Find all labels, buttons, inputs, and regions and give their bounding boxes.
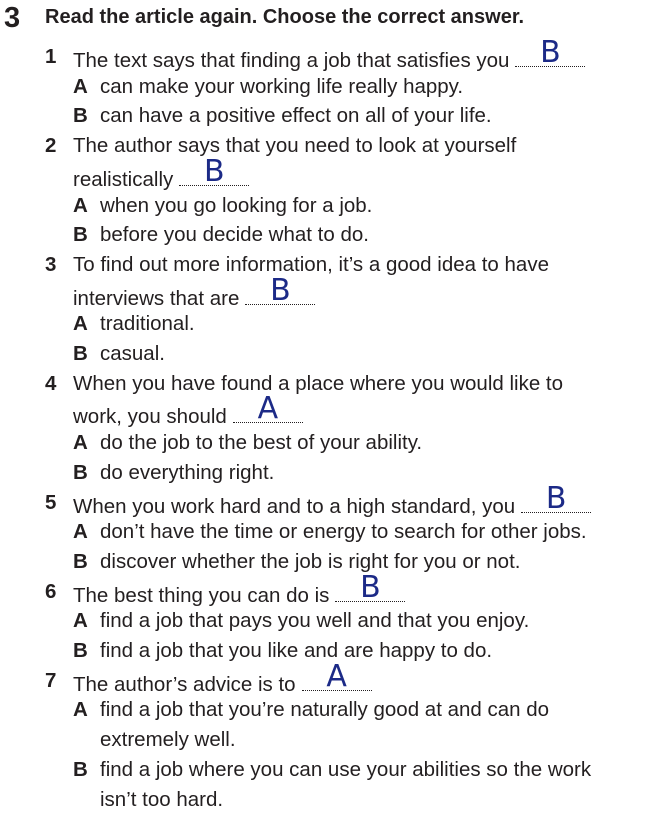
option-letter: A bbox=[73, 520, 88, 543]
option-letter: B bbox=[73, 550, 88, 573]
handwritten-answer: A bbox=[257, 391, 279, 426]
handwritten-answer: B bbox=[545, 481, 567, 516]
question-text: realistically bbox=[73, 168, 174, 191]
question-text: When you work hard and to a high standard, you bbox=[73, 495, 516, 518]
handwritten-answer: B bbox=[270, 273, 291, 308]
handwritten-answer: B bbox=[203, 154, 225, 189]
option-text: when you go looking for a job. bbox=[100, 194, 373, 217]
option-letter: B bbox=[73, 342, 88, 365]
question-number: 7 bbox=[45, 669, 57, 692]
option-text: can have a positive effect on all of your life. bbox=[100, 104, 492, 127]
option-letter: A bbox=[73, 194, 88, 217]
handwritten-answer: B bbox=[540, 35, 561, 70]
option-letter: B bbox=[73, 639, 88, 662]
question-text: work, you should bbox=[73, 405, 227, 428]
answer-blank[interactable] bbox=[515, 35, 585, 70]
option-text: find a job that you’re naturally good at and can do bbox=[100, 698, 550, 721]
question-text: The best thing you can do is bbox=[73, 584, 330, 607]
question-number: 1 bbox=[45, 45, 57, 68]
answer-blank[interactable] bbox=[179, 154, 249, 189]
answer-blank[interactable] bbox=[245, 273, 315, 308]
option-letter: A bbox=[73, 609, 88, 632]
question-text: The text says that finding a job that satisfies you bbox=[73, 49, 510, 72]
question-text-wrap bbox=[73, 371, 563, 397]
option-text: can make your working life really happy. bbox=[100, 75, 464, 98]
option-text: don’t have the time or energy to search for other jobs. bbox=[100, 520, 587, 543]
question-text-wrap bbox=[73, 659, 372, 698]
option-text: before you decide what to do. bbox=[100, 223, 369, 246]
question-number: 5 bbox=[45, 491, 57, 514]
exercise-number: 3 bbox=[4, 2, 21, 34]
question-number: 3 bbox=[45, 253, 57, 276]
option-text: extremely well. bbox=[100, 728, 236, 751]
option-text: traditional. bbox=[100, 312, 195, 335]
answer-blank[interactable] bbox=[521, 481, 591, 516]
option-letter: A bbox=[73, 431, 88, 454]
option-letter: B bbox=[73, 758, 88, 781]
question-text-wrap bbox=[73, 154, 249, 193]
handwritten-answer: A bbox=[326, 659, 347, 694]
option-letter: B bbox=[73, 461, 88, 484]
option-text: find a job that you like and are happy to do. bbox=[100, 639, 493, 662]
question-number: 4 bbox=[45, 372, 57, 395]
question-number: 6 bbox=[45, 580, 57, 603]
question-text: When you have found a place where you would like to bbox=[73, 372, 564, 395]
question-text: The author’s advice is to bbox=[73, 673, 296, 696]
answer-blank[interactable] bbox=[335, 570, 405, 605]
question-text-wrap bbox=[73, 391, 303, 430]
option-text: do everything right. bbox=[100, 461, 275, 484]
question-text: interviews that are bbox=[73, 287, 240, 310]
option-text: isn’t too hard. bbox=[100, 788, 224, 811]
option-text: find a job that pays you well and that you enjoy. bbox=[100, 609, 530, 632]
exercise-instruction: Read the article again. Choose the correct answer. bbox=[45, 6, 525, 28]
option-letter: B bbox=[73, 223, 88, 246]
option-letter: B bbox=[73, 104, 88, 127]
option-letter: A bbox=[73, 312, 88, 335]
option-text: find a job where you can use your abilities so the work bbox=[100, 758, 592, 781]
question-text-wrap bbox=[73, 35, 585, 74]
answer-blank[interactable] bbox=[233, 391, 303, 426]
question-text: To find out more information, it’s a good idea to have bbox=[73, 253, 549, 276]
question-text-wrap bbox=[73, 481, 591, 520]
option-text: casual. bbox=[100, 342, 165, 365]
question-text-wrap bbox=[73, 133, 516, 159]
option-letter: A bbox=[73, 698, 88, 721]
option-text: discover whether the job is right for you or not. bbox=[100, 550, 521, 573]
option-letter: A bbox=[73, 75, 88, 98]
question-number: 2 bbox=[45, 134, 57, 157]
answer-blank[interactable] bbox=[302, 659, 372, 694]
question-text: The author says that you need to look at yourself bbox=[73, 134, 517, 157]
question-text-wrap bbox=[73, 570, 405, 609]
option-text: do the job to the best of your ability. bbox=[100, 431, 423, 454]
handwritten-answer: B bbox=[360, 570, 381, 605]
question-text-wrap bbox=[73, 273, 315, 312]
question-text-wrap bbox=[73, 252, 549, 278]
